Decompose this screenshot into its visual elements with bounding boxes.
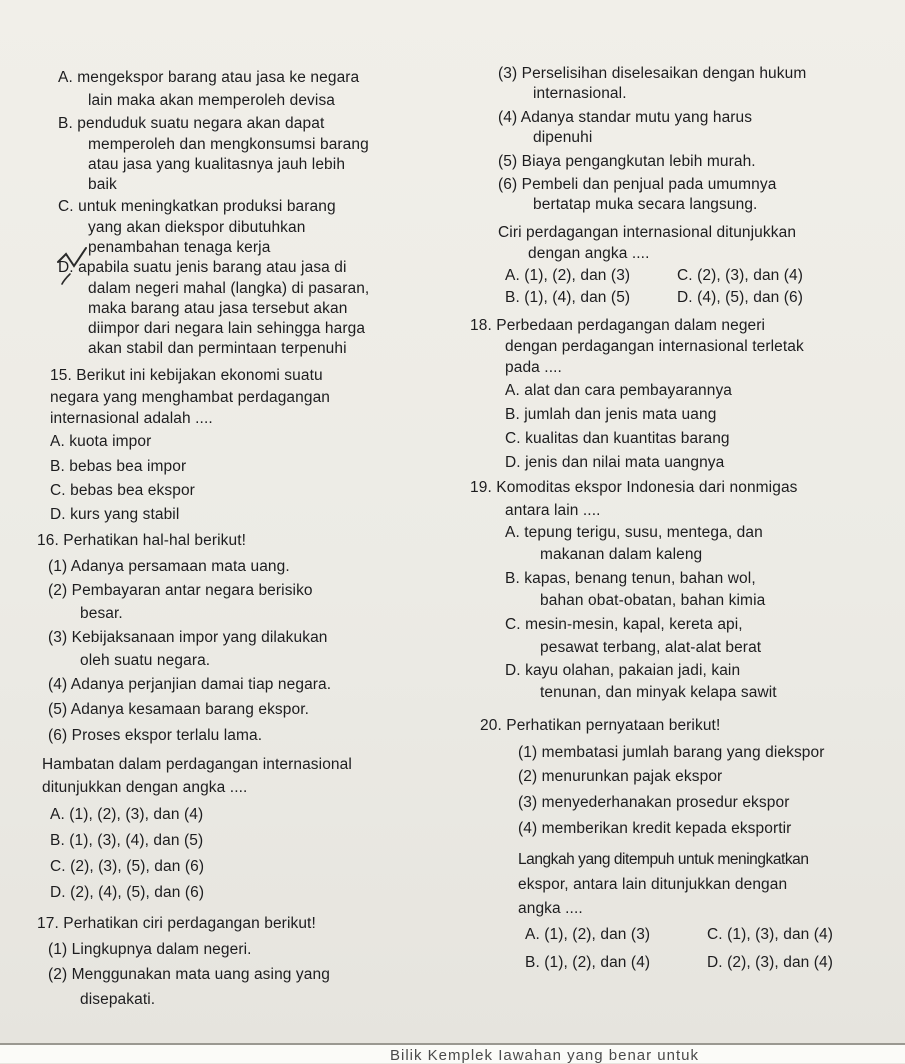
prev-option-b-line-1: B. penduduk suatu negara akan dapat: [58, 115, 325, 132]
prev-option-c-line-2: yang akan diekspor dibutuhkan: [88, 219, 306, 236]
prev-option-c-line-1: C. untuk meningkatkan produksi barang: [58, 198, 336, 215]
q19-option-d-line-2: tenunan, dan minyak kelapa sawit: [540, 684, 777, 701]
q19-option-a-line-1[interactable]: A. tepung terigu, susu, mentega, dan: [505, 524, 763, 541]
prev-option-d-line-4: diimpor dari negara lain sehingga harga: [88, 320, 366, 337]
q15-option-a[interactable]: A. kuota impor: [50, 433, 152, 450]
prev-option-d-line-2: dalam negeri mahal (langka) di pasaran,: [88, 280, 370, 297]
prev-option-c-line-3: penambahan tenaga kerja: [88, 239, 271, 256]
q15-option-d[interactable]: D. kurs yang stabil: [50, 506, 180, 523]
q17-question-line-2: dengan angka ....: [528, 245, 650, 262]
q16-stem: 16. Perhatikan hal-hal berikut!: [37, 532, 247, 549]
prev-option-a-line-1: A. mengekspor barang atau jasa ke negara: [58, 69, 360, 86]
q17-stem: 17. Perhatikan ciri perdagangan berikut!: [37, 915, 316, 932]
q17-question-line-1: Ciri perdagangan internasional ditunjukkan: [498, 224, 797, 241]
q18-stem-line-3: pada ....: [505, 359, 562, 376]
q18-option-a[interactable]: A. alat dan cara pembayarannya: [505, 382, 733, 399]
q15-stem-line-3: internasional adalah ....: [50, 410, 213, 427]
q16-option-c[interactable]: C. (2), (3), (5), dan (6): [50, 858, 205, 875]
q20-item-2: (2) menurunkan pajak ekspor: [518, 768, 723, 785]
q17-item-6-line-1: (6) Pembeli dan penjual pada umumnya: [498, 176, 777, 193]
q16-question-line-2: ditunjukkan dengan angka ....: [42, 779, 248, 796]
q17-item-6-line-2: bertatap muka secara langsung.: [533, 196, 758, 213]
q18-option-d[interactable]: D. jenis dan nilai mata uangnya: [505, 454, 725, 471]
q16-item-5: (5) Adanya kesamaan barang ekspor.: [48, 701, 310, 718]
q20-question-line-3: angka ....: [518, 900, 583, 917]
q19-option-a-line-2: makanan dalam kaleng: [540, 546, 703, 563]
q17-item-3-line-1: (3) Perselisihan diselesaikan dengan hukum: [498, 65, 807, 82]
q17-item-3-line-2: internasional.: [533, 85, 627, 102]
prev-option-a-line-2: lain maka akan memperoleh devisa: [88, 92, 336, 109]
q16-item-3-line-1: (3) Kebijaksanaan impor yang dilakukan: [48, 629, 328, 646]
q16-option-a[interactable]: A. (1), (2), (3), dan (4): [50, 806, 204, 823]
q16-option-d[interactable]: D. (2), (4), (5), dan (6): [50, 884, 205, 901]
q20-item-1: (1) membatasi jumlah barang yang diekspor: [518, 744, 825, 761]
q15-stem-line-1: 15. Berikut ini kebijakan ekonomi suatu: [50, 367, 323, 384]
q20-stem: 20. Perhatikan pernyataan berikut!: [480, 717, 721, 734]
prev-option-b-line-3: atau jasa yang kualitasnya jauh lebih: [88, 156, 346, 173]
q16-item-6: (6) Proses ekspor terlalu lama.: [48, 727, 263, 744]
q19-option-b-line-1[interactable]: B. kapas, benang tenun, bahan wol,: [505, 570, 756, 587]
q15-option-c[interactable]: C. bebas bea ekspor: [50, 482, 195, 499]
q16-question-line-1: Hambatan dalam perdagangan internasional: [42, 756, 352, 773]
q19-option-c-line-2: pesawat terbang, alat-alat berat: [540, 639, 762, 656]
q17-option-a[interactable]: A. (1), (2), dan (3): [505, 267, 631, 284]
q18-option-c[interactable]: C. kualitas dan kuantitas barang: [505, 430, 730, 447]
q16-option-b[interactable]: B. (1), (3), (4), dan (5): [50, 832, 204, 849]
q17-item-5: (5) Biaya pengangkutan lebih murah.: [498, 153, 756, 170]
q16-item-4: (4) Adanya perjanjian damai tiap negara.: [48, 676, 332, 693]
prev-option-b-line-4: baik: [88, 176, 117, 193]
q20-option-b[interactable]: B. (1), (2), dan (4): [525, 954, 651, 971]
q15-option-b[interactable]: B. bebas bea impor: [50, 458, 187, 475]
q19-option-d-line-1[interactable]: D. kayu olahan, pakaian jadi, kain: [505, 662, 741, 679]
q19-stem-line-2: antara lain ....: [505, 502, 601, 519]
q20-item-4: (4) memberikan kredit kepada eksportir: [518, 820, 792, 837]
q16-item-1: (1) Adanya persamaan mata uang.: [48, 558, 290, 575]
q20-question-line-2: ekspor, antara lain ditunjukkan dengan: [518, 876, 788, 893]
q17-option-b[interactable]: B. (1), (4), dan (5): [505, 289, 631, 306]
footer-cut-text: Bilik Kemplek Iawahan yang benar untuk: [390, 1047, 699, 1064]
q16-item-3-line-2: oleh suatu negara.: [80, 652, 211, 669]
q19-stem-line-1: 19. Komoditas ekspor Indonesia dari nonmigas: [470, 479, 798, 496]
q17-item-2-line-1: (2) Menggunakan mata uang asing yang: [48, 966, 330, 983]
q19-option-b-line-2: bahan obat-obatan, bahan kimia: [540, 592, 766, 609]
q20-option-c[interactable]: C. (1), (3), dan (4): [707, 926, 834, 943]
q17-item-4-line-2: dipenuhi: [533, 129, 593, 146]
q16-item-2-line-1: (2) Pembayaran antar negara berisiko: [48, 582, 313, 599]
q20-question-line-1: Langkah yang ditempuh untuk meningkatkan: [518, 851, 809, 868]
q18-stem-line-1: 18. Perbedaan perdagangan dalam negeri: [470, 317, 766, 334]
prev-option-d-line-3: maka barang atau jasa tersebut akan: [88, 300, 348, 317]
q18-stem-line-2: dengan perdagangan internasional terletak: [505, 338, 804, 355]
prev-option-b-line-2: memperoleh dan mengkonsumsi barang: [88, 136, 369, 153]
q20-item-3: (3) menyederhanakan prosedur ekspor: [518, 794, 790, 811]
q16-item-2-line-2: besar.: [80, 605, 123, 622]
q17-option-d[interactable]: D. (4), (5), dan (6): [677, 289, 804, 306]
next-page-cut-strip: [0, 1043, 905, 1063]
q17-option-c[interactable]: C. (2), (3), dan (4): [677, 267, 804, 284]
q18-option-b[interactable]: B. jumlah dan jenis mata uang: [505, 406, 717, 423]
prev-option-d-line-1: D. apabila suatu jenis barang atau jasa di: [58, 259, 347, 276]
q15-stem-line-2: negara yang menghambat perdagangan: [50, 389, 331, 406]
q17-item-4-line-1: (4) Adanya standar mutu yang harus: [498, 109, 753, 126]
q20-option-d[interactable]: D. (2), (3), dan (4): [707, 954, 834, 971]
q17-item-1: (1) Lingkupnya dalam negeri.: [48, 941, 252, 958]
prev-option-d-line-5: akan stabil dan permintaan terpenuhi: [88, 340, 347, 357]
q17-item-2-line-2: disepakati.: [80, 991, 156, 1008]
q19-option-c-line-1[interactable]: C. mesin-mesin, kapal, kereta api,: [505, 616, 743, 633]
q20-option-a[interactable]: A. (1), (2), dan (3): [525, 926, 651, 943]
